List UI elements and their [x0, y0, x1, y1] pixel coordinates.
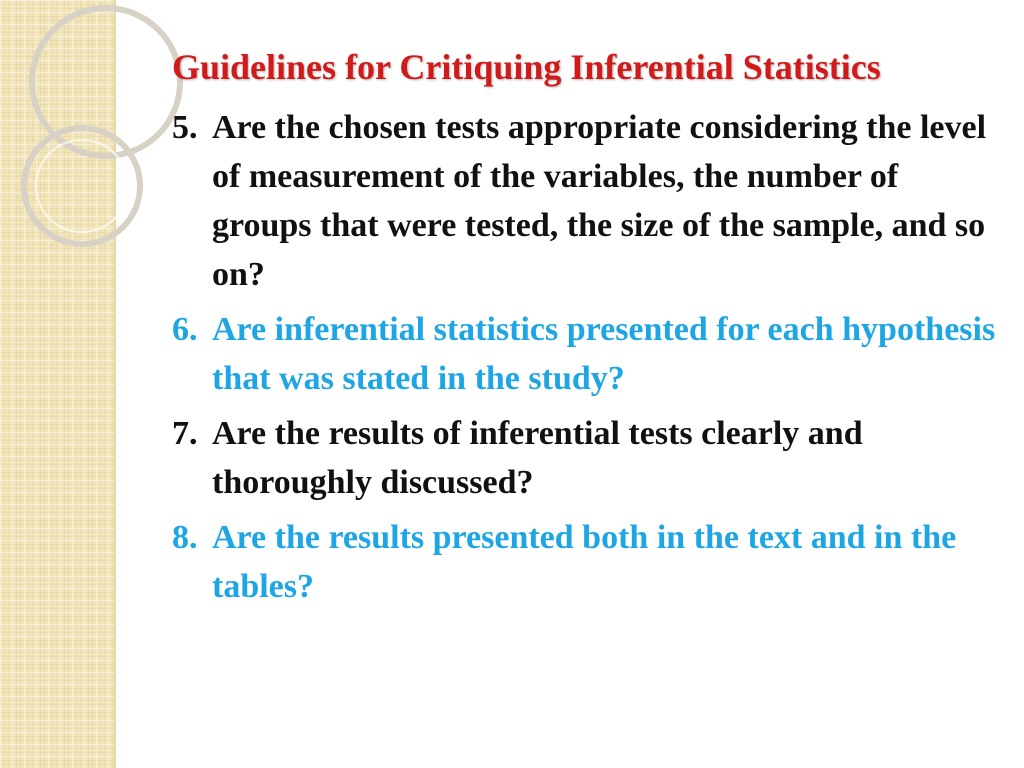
- decorative-side-panel: [0, 0, 114, 768]
- side-panel-edge: [114, 0, 116, 768]
- question-item-5: [172, 103, 1002, 299]
- question-number: 6.: [172, 311, 198, 348]
- slide-title: Guidelines for Critiquing Inferential Statistics: [172, 47, 881, 87]
- question-item-7: [172, 409, 1002, 507]
- question-number: 7.: [172, 415, 198, 452]
- slide-content: [172, 38, 1002, 611]
- question-text: Are the results of inferential tests clearly and thoroughly discussed?: [212, 415, 863, 501]
- question-item-8: [172, 513, 1002, 611]
- question-number: 5.: [172, 109, 198, 146]
- question-item-6: [172, 305, 1002, 403]
- question-number: 8.: [172, 519, 198, 556]
- question-text: Are inferential statistics presented for each hypothesis that was stated in the study?: [212, 311, 996, 397]
- question-text: Are the results presented both in the text and in the tables?: [212, 519, 957, 605]
- question-text: Are the chosen tests appropriate considering the level of measurement of the variables, the number of groups that were tested, the size of the sample, and so on?: [212, 109, 987, 293]
